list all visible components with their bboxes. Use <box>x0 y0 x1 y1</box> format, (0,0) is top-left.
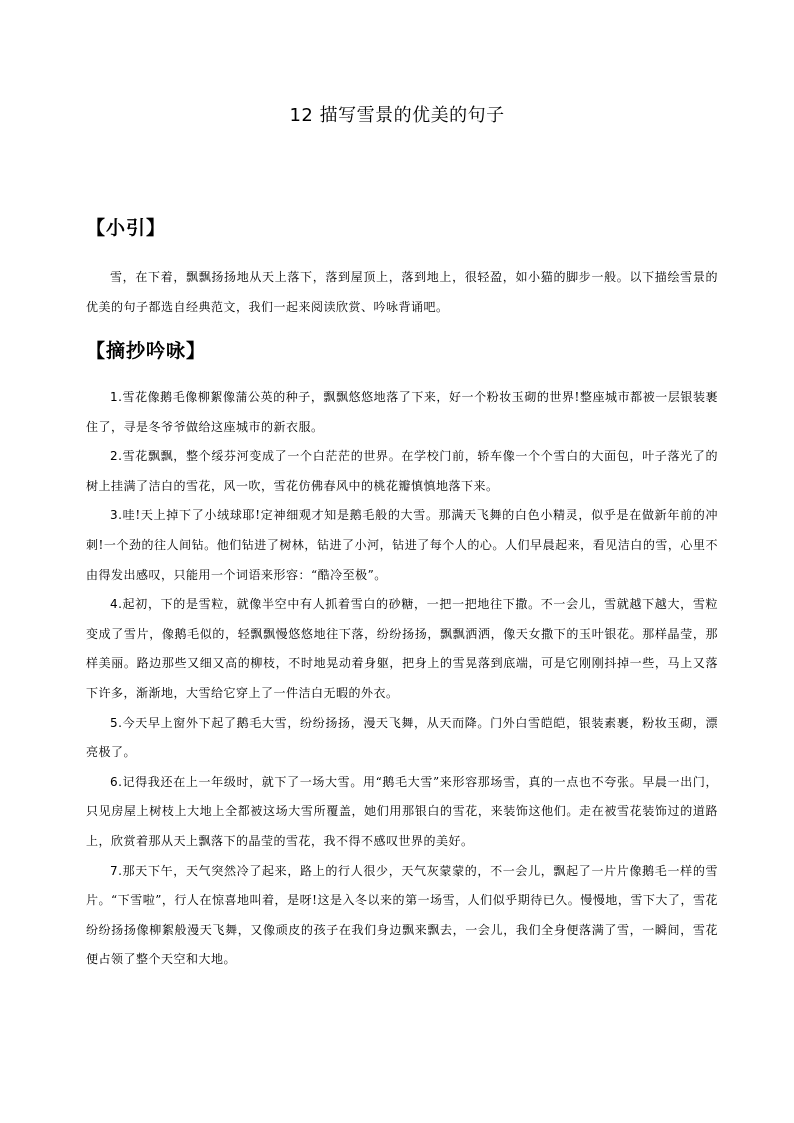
section-heading-intro: 【小引】 <box>86 217 167 239</box>
excerpt-item <box>86 709 718 768</box>
excerpt-item <box>86 383 718 442</box>
excerpt-item <box>86 768 718 857</box>
excerpt-text: 雪花飘飘，整个绥芬河变成了一个白茫茫的世界。在学校门前，轿车像一个个雪白的大面包，叶子落光了的树上挂满了洁白的雪花，风一吹，雪花仿佛春风中的桃花瓣慎慎地落下来。 <box>86 449 718 493</box>
excerpt-item <box>86 590 718 708</box>
intro-paragraph: 雪，在下着，飘飘扬扬地从天上落下，落到屋顶上，落到地上，很轻盈，如小猫的脚步一般。以下描绘雪景的优美的句子都选自经典范文，我们一起来阅读欣赏、吟咏背诵吧。 <box>86 270 718 314</box>
excerpt-number: 7. <box>110 863 123 878</box>
excerpt-list <box>86 383 718 975</box>
excerpt-text: 起初，下的是雪粒，就像半空中有人抓着雪白的砂糖，一把一把地往下撒。不一会儿，雪就越下越大，雪粒变成了雪片，像鹅毛似的，轻飘飘慢悠悠地往下落，纷纷扬扬，飘飘洒洒，像天女撒下的玉叶银花。那样晶莹，那样美丽。路边那些又细又高的柳枝，不时地晃动着身躯，把身上的雪晃落到底端，可是它刚刚抖掉一些，马上又落下许多，渐渐地，大雪给它穿上了一件洁白无暇的外衣。 <box>86 597 718 700</box>
excerpt-item <box>86 442 718 501</box>
excerpt-number: 5. <box>110 715 123 730</box>
excerpt-item <box>86 857 718 975</box>
excerpt-number: 3. <box>110 508 123 523</box>
excerpt-text: 今天早上窗外下起了鹅毛大雪，纷纷扬扬，漫天飞舞，从天而降。门外白雪皑皑，银装素裹，粉妆玉砌，漂亮极了。 <box>86 715 718 760</box>
excerpt-number: 4. <box>110 597 123 612</box>
excerpt-number: 2. <box>110 449 123 464</box>
excerpt-text: 记得我还在上一年级时，就下了一场大雪。用“鹅毛大雪”来形容那场雪，真的一点也不夸张。早晨一出门，只见房屋上树枝上大地上全都被这场大雪所覆盖，她们用那银白的雪花，来装饰这他们。走在被雪花装饰过的道路上，欣赏着那从天上飘落下的晶莹的雪花，我不得不感叹世界的美好。 <box>86 774 718 848</box>
excerpt-text: 哇!天上掉下了小绒球耶!定神细观才知是鹅毛般的大雪。那满天飞舞的白色小精灵，似乎是在做新年前的冲刺!一个劲的往人间钻。他们钻进了树林，钻进了小河，钻进了每个人的心。人们早晨起来，看见洁白的雪，心里不由得发出感叹，只能用一个词语来形容：“酷冷至极”。 <box>86 508 718 582</box>
excerpt-number: 6. <box>110 774 123 789</box>
excerpt-text: 雪花像鹅毛像柳絮像蒲公英的种子，飘飘悠悠地落了下来，好一个粉妆玉砌的世界!整座城市都被一层银装裹住了，寻是冬爷爷做给这座城市的新衣服。 <box>86 390 718 434</box>
excerpt-text: 那天下午，天气突然冷了起来，路上的行人很少，天气灰蒙蒙的，不一会儿，飘起了一片片像鹅毛一样的雪片。“下雪啦”，行人在惊喜地叫着，是呀!这是入冬以来的第一场雪，人们似乎期待已久。慢慢地，雪下大了，雪花纷纷扬扬像柳絮般漫天飞舞，又像顽皮的孩子在我们身边飘来飘去，一会儿，我们全身便落满了雪，一瞬间，雪花便占领了整个天空和大地。 <box>86 863 718 967</box>
page-title: 12 描写雪景的优美的句子 <box>289 105 505 126</box>
section-heading-excerpts: 【摘抄吟咏】 <box>86 340 207 362</box>
excerpt-item <box>86 501 718 590</box>
excerpt-number: 1. <box>110 390 123 404</box>
